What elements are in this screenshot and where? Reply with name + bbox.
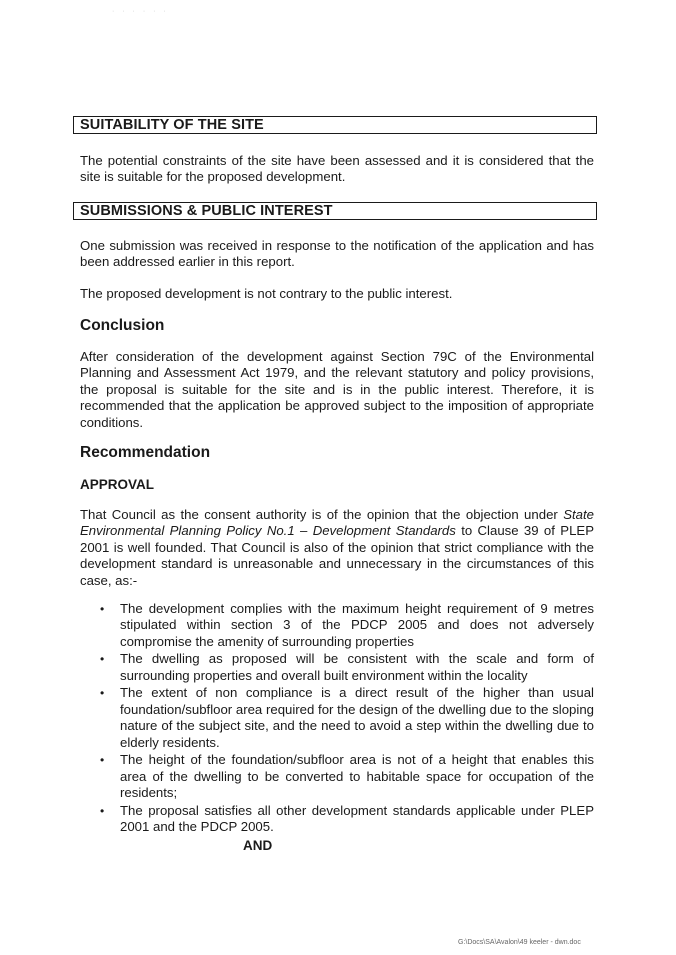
bullet-text: The development complies with the maximum height requirement of 9 metres stipulated within section 3 of the PDCP 2005 and does not adversely compromise the amenity of surrounding properties: [120, 601, 594, 649]
list-item: [100, 685, 594, 751]
bullet-icon: •: [100, 652, 105, 667]
section-heading-box-suitability: [73, 116, 597, 134]
bullet-icon: •: [100, 753, 105, 768]
section-heading-box-submissions: [73, 202, 597, 220]
list-item: [100, 651, 594, 684]
suitability-paragraph: The potential constraints of the site have been assessed and it is considered that the site is suitable for the proposed development.: [80, 153, 594, 185]
bullet-icon: •: [100, 803, 105, 818]
bullet-text: The proposal satisfies all other development standards applicable under PLEP 2001 and the PDCP 2005.: [120, 802, 594, 835]
bullet-icon: •: [100, 602, 105, 616]
submissions-paragraph: One submission was received in response to the notification of the application and has been addressed earlier in this report.: [80, 238, 594, 270]
approval-intro-paragraph: [80, 507, 594, 589]
public-interest-paragraph: The proposed development is not contrary to the public interest.: [80, 286, 453, 301]
bullet-icon: •: [100, 686, 105, 701]
and-connector: AND: [243, 838, 273, 853]
section-heading-suitability: SUITABILITY OF THE SITE: [80, 117, 264, 133]
list-item: [100, 752, 594, 801]
scan-marks: · · · · · ·: [112, 8, 169, 15]
list-item: [100, 803, 594, 836]
bullet-text: The height of the foundation/subfloor area is not of a height that enables this area of the dwelling to be converted to habitable space for occupation of the residents;: [120, 752, 594, 801]
file-path-footer: G:\Docs\SA\Avalon\49 keeler - dwn.doc: [458, 939, 581, 946]
sepp-policy-title: State Environmental Planning Policy No.1 – Development Standards: [80, 507, 594, 539]
list-item: [100, 601, 594, 650]
bullet-text: The dwelling as proposed will be consistent with the scale and form of surrounding properties and overall built environment within the locality: [120, 651, 594, 683]
bullet-text: The extent of non compliance is a direct result of the higher than usual foundation/subfloor area required for the design of the dwelling due to the sloping nature of the subject site, and the need to avoid a step within the dwelling due to elderly residents.: [120, 685, 594, 750]
section-heading-submissions: SUBMISSIONS & PUBLIC INTEREST: [80, 203, 333, 219]
conclusion-paragraph: After consideration of the development against Section 79C of the Environmental Planning and Assessment Act 1979, and the relevant statutory and policy provisions, the proposal is suitable for the site and is in the public interest. Therefore, it is recommended that the application be approved subject to the imposition of appropriate conditions.: [80, 349, 594, 430]
conclusion-heading: Conclusion: [80, 317, 165, 334]
recommendation-heading: Recommendation: [80, 444, 211, 461]
approval-subheading: APPROVAL: [80, 477, 155, 492]
intro-text-part1: That Council as the consent authority is of the opinion that the objection under: [80, 507, 564, 522]
reasons-bullet-list: [100, 601, 594, 837]
intro-text-part2: to Clause 39 of PLEP 2001 is well founded. That Council is also of the opinion that strict compliance with the development standard is unreasonable and unnecessary in the circumstances of this case, as:-: [80, 523, 594, 588]
